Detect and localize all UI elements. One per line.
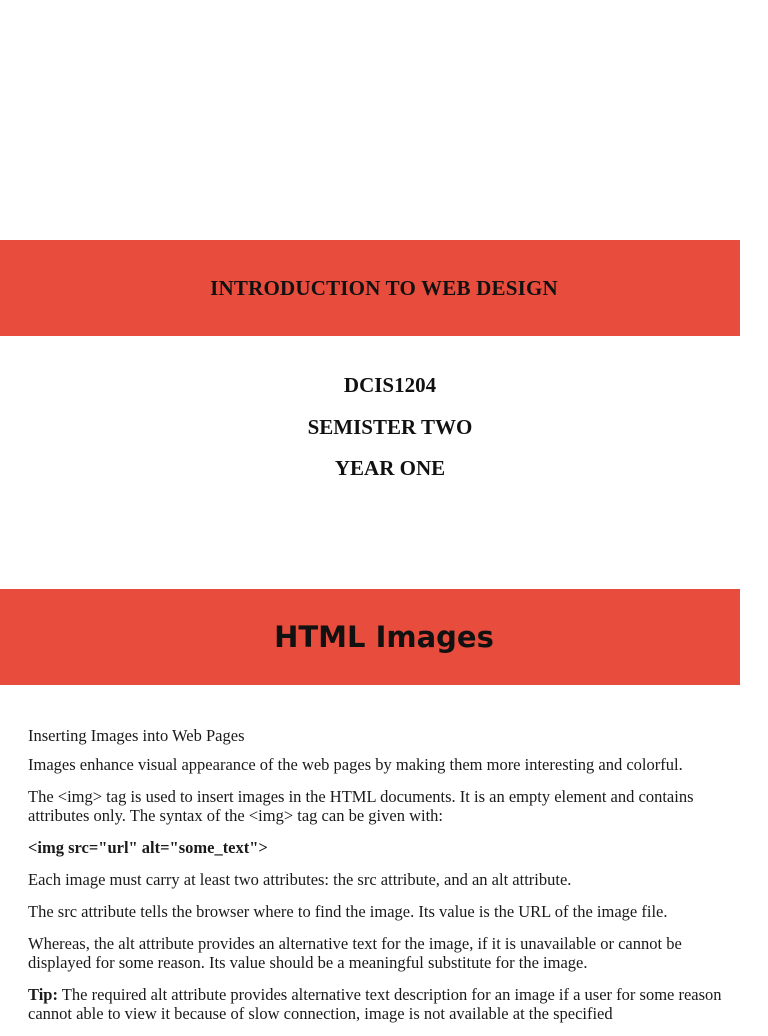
topic-title-banner <box>0 589 740 685</box>
src-paragraph: The src attribute tells the browser where to find the image. Its value is the URL of the image file. <box>28 902 668 921</box>
img-tag-paragraph: The <img> tag is used to insert images in the HTML documents. It is an empty element and contains attributes only. The syntax of the <img> tag can be given with: <box>28 787 694 825</box>
section-heading: Inserting Images into Web Pages <box>28 726 245 745</box>
course-year: YEAR ONE <box>334 456 446 480</box>
attributes-paragraph: Each image must carry at least two attributes: the src attribute, and an alt attribute. <box>28 870 572 889</box>
alt-paragraph: Whereas, the alt attribute provides an alternative text for the image, if it is unavailable or cannot be displayed for some reason. Its value should be a meaningful substitute for the image. <box>28 934 682 972</box>
tip-label: Tip: <box>28 985 58 1004</box>
lesson-content <box>28 726 728 1036</box>
intro-paragraph: Images enhance visual appearance of the web pages by making them more interesting and colorful. <box>28 755 683 774</box>
course-title-banner <box>0 240 740 336</box>
course-semester: SEMISTER TWO <box>307 415 473 439</box>
course-code: DCIS1204 <box>343 373 437 397</box>
topic-title: HTML Images <box>274 620 494 654</box>
course-title: INTRODUCTION TO WEB DESIGN <box>210 275 558 300</box>
tip-paragraph <box>28 985 728 1023</box>
syntax-example: <img src="url" alt="some_text"> <box>28 838 268 857</box>
tip-text: The required alt attribute provides alternative text description for an image if a user for some reason cannot able to view it because of slow connection, image is not available at the specified <box>28 985 722 1023</box>
